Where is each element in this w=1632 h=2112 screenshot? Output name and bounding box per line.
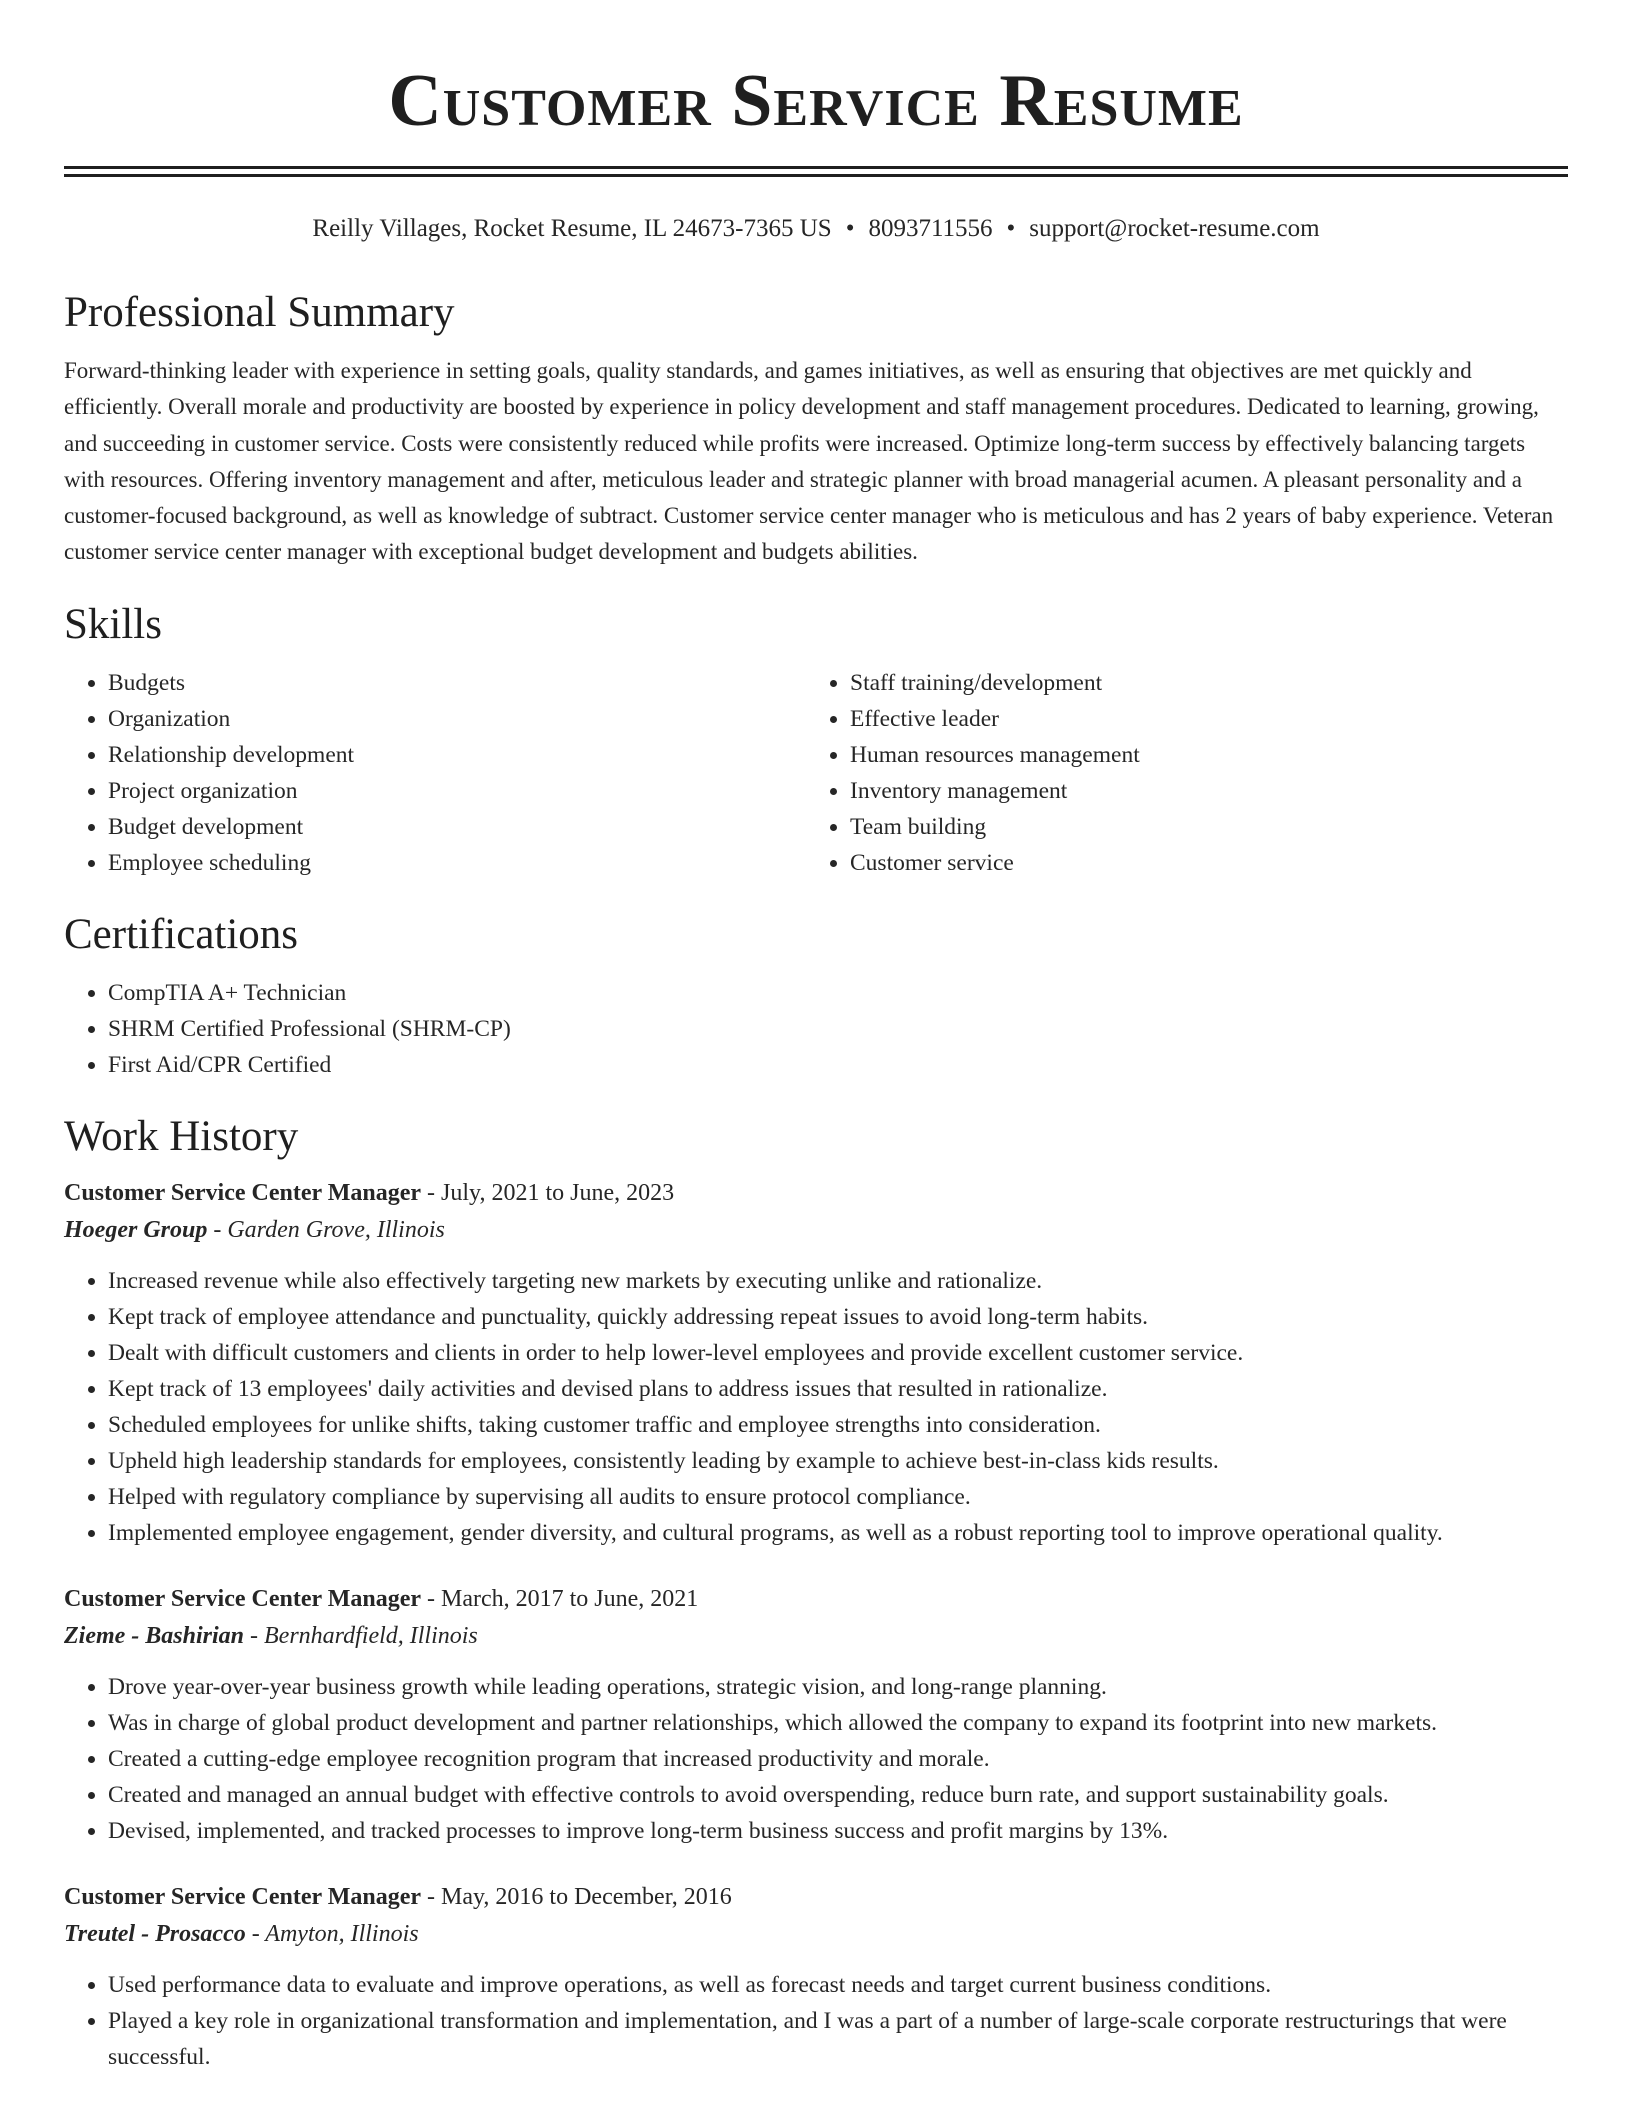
job-title-line	[64, 1175, 1568, 1211]
job-duty: • Kept track of employee attendance and punctuality, quickly addressing repeat issues to avoid long-term habits.	[108, 1299, 1568, 1335]
skill-item: • Effective leader	[850, 701, 1568, 737]
certification-item: • CompTIA A+ Technician	[108, 975, 1568, 1011]
resume-page	[64, 0, 1568, 2075]
job-duty: • Devised, implemented, and tracked processes to improve long-term business success and profit margins by 13%.	[108, 1813, 1568, 1849]
job-location: - Amyton, Illinois	[245, 1920, 419, 1947]
skill-item: • Human resources management	[850, 737, 1568, 773]
job-duty: • Increased revenue while also effectively targeting new markets by executing unlike and rationalize.	[108, 1263, 1568, 1299]
job-company-line	[64, 1211, 1568, 1249]
job-title-line	[64, 1879, 1568, 1915]
certification-item: • SHRM Certified Professional (SHRM-CP)	[108, 1011, 1568, 1047]
job-duty: • Was in charge of global product development and partner relationships, which allowed the company to expand its footprint into new markets.	[108, 1705, 1568, 1741]
job-role: Customer Service Center Manager	[64, 1585, 421, 1612]
skills-column-left	[64, 665, 806, 881]
job-duty: • Created a cutting-edge employee recognition program that increased productivity and morale.	[108, 1741, 1568, 1777]
contact-separator: •	[1006, 215, 1016, 242]
contact-phone: 8093711556	[868, 215, 993, 242]
job-role: Customer Service Center Manager	[64, 1883, 421, 1910]
job-duty: • Scheduled employees for unlike shifts, taking customer traffic and employee strengths into consideration.	[108, 1407, 1568, 1443]
job-company-line	[64, 1617, 1568, 1655]
job-duties-list	[64, 1263, 1568, 1551]
skill-item: • Customer service	[850, 845, 1568, 881]
summary-heading: Professional Summary	[64, 289, 455, 336]
job-title-line	[64, 1581, 1568, 1617]
job-duty: • Drove year-over-year business growth while leading operations, strategic vision, and long-range planning.	[108, 1669, 1568, 1705]
job-duty: • Used performance data to evaluate and improve operations, as well as forecast needs and target current business conditions.	[108, 1967, 1568, 2003]
skill-item: • Relationship development	[108, 737, 806, 773]
job-company-line	[64, 1915, 1568, 1953]
certification-item: • First Aid/CPR Certified	[108, 1047, 1568, 1083]
job-location: - Garden Grove, Illinois	[207, 1216, 445, 1243]
contact-address: Reilly Villages, Rocket Resume, IL 24673-7365 US	[312, 215, 832, 242]
job-company: Hoeger Group	[64, 1216, 208, 1243]
job-role: Customer Service Center Manager	[64, 1179, 421, 1206]
job-dates: - March, 2017 to June, 2021	[421, 1585, 699, 1612]
job-dates: - May, 2016 to December, 2016	[421, 1883, 732, 1910]
certifications-heading: Certifications	[64, 910, 299, 958]
job-duty: • Kept track of 13 employees' daily activities and devised plans to address issues that resulted in rationalize.	[108, 1371, 1568, 1407]
contact-email: support@rocket-resume.com	[1029, 215, 1320, 242]
job-duty: • Created and managed an annual budget with effective controls to avoid overspending, reduce burn rate, and support sustainability goals.	[108, 1777, 1568, 1813]
job-company: Treutel - Prosacco	[64, 1920, 246, 1947]
skills-list	[64, 665, 1568, 881]
skill-item: • Employee scheduling	[108, 845, 806, 881]
job-duty: • Helped with regulatory compliance by supervising all audits to ensure protocol compliance.	[108, 1479, 1568, 1515]
skill-item: • Budgets	[108, 665, 806, 701]
skills-heading: Skills	[64, 600, 162, 648]
resume-title: Customer Service Resume	[388, 60, 1244, 142]
skill-item: • Organization	[108, 701, 806, 737]
skills-column-right	[806, 665, 1568, 881]
job-entry	[64, 1879, 1568, 2075]
job-duty: • Implemented employee engagement, gender diversity, and cultural programs, as well as a robust reporting tool to improve operational quality.	[108, 1515, 1568, 1551]
title-divider	[64, 166, 1568, 177]
job-duties-list	[64, 1967, 1568, 2075]
skill-item: • Project organization	[108, 773, 806, 809]
contact-separator: •	[845, 215, 855, 242]
skill-item: • Inventory management	[850, 773, 1568, 809]
skill-item: • Staff training/development	[850, 665, 1568, 701]
job-duty: • Dealt with difficult customers and clients in order to help lower-level employees and provide excellent customer service.	[108, 1335, 1568, 1371]
job-location: - Bernhardfield, Illinois	[244, 1622, 478, 1649]
job-entry	[64, 1581, 1568, 1849]
work-history-heading: Work History	[64, 1112, 299, 1160]
job-entry	[64, 1175, 1568, 1551]
job-company: Zieme - Bashirian	[64, 1622, 245, 1649]
contact-line	[64, 213, 1568, 245]
job-duties-list	[64, 1669, 1568, 1849]
skill-item: • Budget development	[108, 809, 806, 845]
certifications-list	[64, 975, 1568, 1083]
summary-text: Forward-thinking leader with experience in setting goals, quality standards, and games initiatives, as well as ensuring that objectives are met quickly and efficiently. Overall morale and productivity are boosted by experience in policy development and staff management procedures. Dedicated to learning, growing, and succeeding in customer service. Costs were consistently reduced while profits were increased. Optimize long-term success by effectively balancing targets with resources. Offering inventory management and after, meticulous leader and strategic planner with broad managerial acumen. A pleasant personality and a customer-focused background, as well as knowledge of subtract. Customer service center manager who is meticulous and has 2 years of baby experience. Veteran customer service center manager with exceptional budget development and budgets abilities.	[64, 358, 1554, 565]
job-duty: • Upheld high leadership standards for employees, consistently leading by example to achieve best-in-class kids results.	[108, 1443, 1568, 1479]
job-dates: - July, 2021 to June, 2023	[421, 1179, 675, 1206]
skill-item: • Team building	[850, 809, 1568, 845]
job-duty: • Played a key role in organizational transformation and implementation, and I was a part of a number of large-scale corporate restructurings that were successful.	[108, 2003, 1568, 2075]
